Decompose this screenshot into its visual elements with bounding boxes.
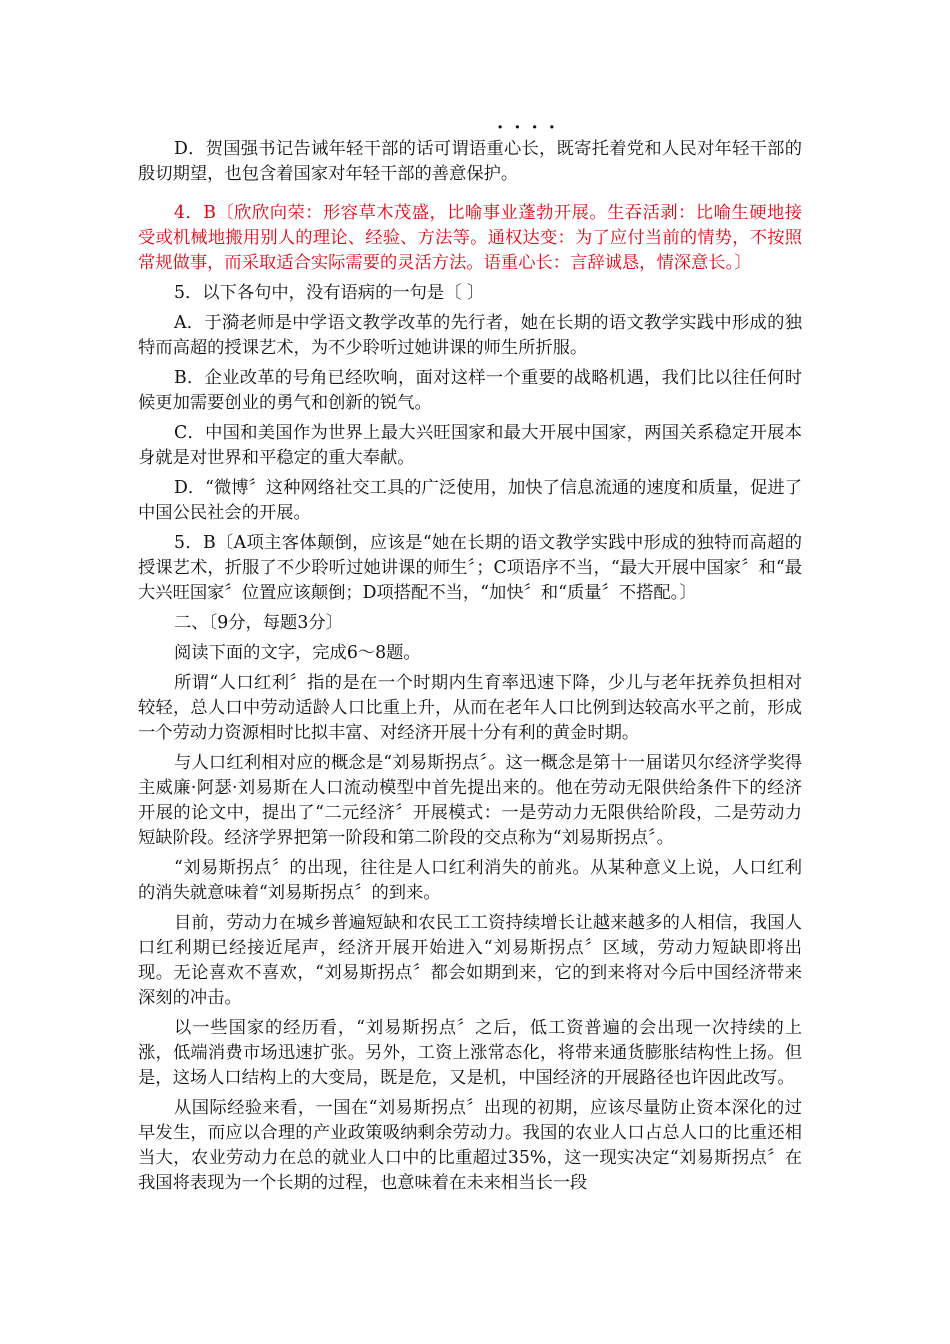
passage-paragraph: “刘易斯拐点〞的出现，往往是人口红利消失的前兆。从某种意义上说，人口红利的消失就意味着“刘易斯拐点〞的到来。 xyxy=(138,858,802,903)
reading-instruction: 阅读下面的文字，完成6～8题。 xyxy=(174,643,421,663)
passage-paragraph: 从国际经验来看，一国在“刘易斯拐点〞出现的初期，应该尽量防止资本深化的过早发生，而应以合理的产业政策吸纳剩余劳动力。我国的农业人口占总人口的比重还相当大，农业劳动力在总的就业人口中的比重超过35%，这一现实决定“刘易斯拐点〞在我国将表现为一个长期的过程，也意味着在未来相当长一段 xyxy=(138,1098,802,1193)
option-d-paragraph: D．贺国强书记告诫年轻干部的话可谓语重心长，既寄托着党和人民对年轻干部的殷切期望，也包含着国家对年轻干部的善意保护。 xyxy=(138,139,802,184)
document-body xyxy=(138,137,802,1196)
question-5-option-a: A．于漪老师是中学语文教学改革的先行者，她在长期的语文教学实践中形成的独特而高超的授课艺术，为不少聆听过她讲课的师生所折服。 xyxy=(138,313,802,358)
question-5-option-b: B．企业改革的号角已经吹响，面对这样一个重要的战略机遇，我们比以往任何时候更加需要创业的勇气和创新的锐气。 xyxy=(138,368,802,413)
passage-paragraph: 所谓“人口红利〞指的是在一个时期内生育率迅速下降，少儿与老年抚养负担相对较轻，总人口中劳动适龄人口比重上升，从而在老年人口比例到达较高水平之前，形成一个劳动力资源相时比拟丰富、对经济开展十分有利的黄金时期。 xyxy=(138,673,802,743)
emphasis-dots: ···· xyxy=(497,117,567,138)
section-heading: 二、〔9分，每题3分〕 xyxy=(174,613,343,633)
answer-5-explanation: 5．B〔A项主客体颠倒，应该是“她在长期的语文教学实践中形成的独特而高超的授课艺术，折服了不少聆听过她讲课的师生〞；C项语序不当，“最大开展中国家〞和“最大兴旺国家〞位置应该颠倒；D项搭配不当，“加快〞和“质量〞不搭配。〕 xyxy=(138,533,802,603)
question-5-option-c: C．中国和美国作为世界上最大兴旺国家和最大开展中国家，两国关系稳定开展本身就是对世界和平稳定的重大奉献。 xyxy=(138,423,802,468)
passage-paragraph: 目前，劳动力在城乡普遍短缺和农民工工资持续增长让越来越多的人相信，我国人口红利期已经接近尾声，经济开展开始进入“刘易斯拐点〞区域，劳动力短缺即将出现。无论喜欢不喜欢，“刘易斯拐点〞都会如期到来，它的到来将对今后中国经济带来深刻的冲击。 xyxy=(138,913,802,1008)
passage-paragraph: 与人口红利相对应的概念是“刘易斯拐点〞。这一概念是第十一届诺贝尔经济学奖得主威廉·阿瑟·刘易斯在人口流动模型中首先提出来的。他在劳动无限供给条件下的经济开展的论文中，提出了“二元经济〞开展模式：一是劳动力无限供给阶段，二是劳动力短缺阶段。经济学界把第一阶段和第二阶段的交点称为“刘易斯拐点〞。 xyxy=(138,753,802,848)
question-5-stem: 5．以下各句中，没有语病的一句是〔 〕 xyxy=(174,283,485,303)
question-5-option-d: D．“微博〞这种网络社交工具的广泛使用，加快了信息流通的速度和质量，促进了中国公民社会的开展。 xyxy=(138,478,802,523)
answer-4-explanation: 4．B〔欣欣向荣：形容草木茂盛，比喻事业蓬勃开展。生吞活剥：比喻生硬地接受或机械地搬用别人的理论、经验、方法等。通权达变：为了应付当前的情势，不按照常规做事，而采取适合实际需要的灵活方法。语重心长：言辞诚恳，情深意长。〕 xyxy=(138,203,802,273)
passage-paragraph: 以一些国家的经历看，“刘易斯拐点〞之后，低工资普遍的会出现一次持续的上涨，低端消费市场迅速扩张。另外，工资上涨常态化，将带来通货膨胀结构性上扬。但是，这场人口结构上的大变局，既是危，又是机，中国经济的开展路径也许因此改写。 xyxy=(138,1018,802,1088)
